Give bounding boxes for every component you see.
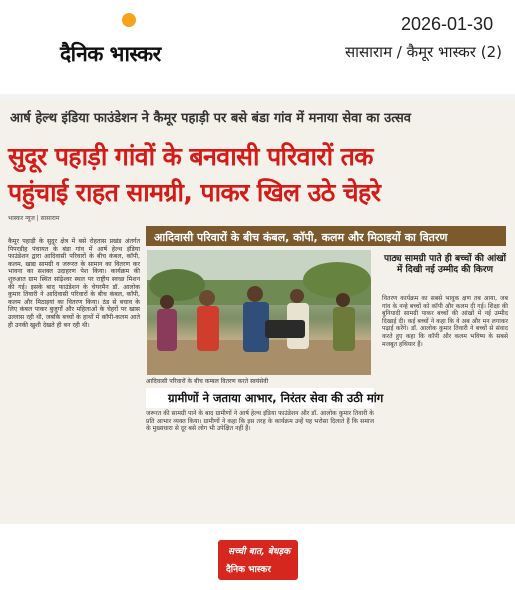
photo-illustration: [147, 250, 371, 375]
sidebar-body: वितरण कार्यक्रम का सबसे भावुक क्षण तब आया, जब गांव के नन्हे बच्चों को कॉपी और कलम दी गई। शिक्षा की बुनियादी सामग्री पाकर बच्चों की आंखों में नई उम्मीद दिखाई दी। कई बच्चों ने कहा कि वे अब और मन लगाकर पढ़ाई करेंगे। डॉ. आलोक कुमार तिवारी ने बच्चों से संवाद करते हुए कहा कि कॉपी और कलम भविष्य के सबसे मजबूत हथियार हैं।: [382, 295, 508, 348]
sidebar-heading: पाठ्य सामग्री पाते ही बच्चों की आंखों में दिखी नई उम्मीद की किरण: [383, 254, 506, 275]
subhead-body: जरूरत की सामग्री पाने के बाद ग्रामीणों ने आर्ष हेल्थ इंडिया फाउंडेशन और डॉ. आलोक कुमार तिवारी के प्रति आभार व्यक्त किया। ग्रामीणों ने कहा कि इस तरह के कार्यक्रम उन्हें यह भरोसा दिलाते हैं कि समाज के मुख्यधारा से दूर बसे लोग भी उपेक्षित नहीं हैं।: [146, 410, 374, 433]
article-byline: भास्कर न्यूज | सासाराम: [8, 215, 60, 222]
article-kicker: आर्ष हेल्थ इंडिया फाउंडेशन ने कैमूर पहाड़ी पर बसे बंडा गांव में मनाया सेवा का उत्सव: [10, 111, 412, 126]
headline-line-2: पहुंचाई राहत सामग्री, पाकर खिल उठे चेहरे: [8, 178, 381, 207]
section-banner-text: आदिवासी परिवारों के बीच कंबल, कॉपी, कलम और मिठाइयों का वितरण: [154, 231, 448, 244]
article-photo: [147, 250, 371, 375]
photo-caption: आदिवासी परिवारों के बीच कम्बल वितरण करते स्वयंसेवी: [146, 378, 269, 385]
headline-line-1: सुदूर पहाड़ी गांवों के बनवासी परिवारों तक: [8, 142, 373, 171]
edition-label: सासाराम / कैमूर भास्कर (2): [345, 43, 502, 61]
article-body: कैमूर पहाड़ी के सुदूर क्षेत्र में बसे रोहतास प्रखंड अंतर्गत पिपरडीह पंचायत के बंडा गांव में आर्ष हेल्थ इंडिया फाउंडेशन द्वारा आदिवासी परिवारों के बीच कंबल, कॉपी, कलम, खाद्य सामग्री व जरूरत के सामान का वितरण कर भावना का सशक्त उदाहरण पेश किया। कार्यक्रम की शुरुआत ग्राम स्थित सांढ़ेश्वर स्थल पर राष्ट्रीय स्वच्छ मिशन की गई। इसके बाद फाउंडेशन के चेयरमैन डॉ. आलोक कुमार तिवारी ने आदिवासी परिवारों के बीच कंबल, कॉपी, कलम और मिठाइयां का वितरण किया। ठंड से बचाव के लिए कंबल पाकर बुजुर्गों और महिलाओं के चेहरों पर खास उल्लास रही थी, जबकि बच्चों के हाथों में कॉपी-कलम आते ही उनकी खुशी देखते ही बन रही थी।: [8, 238, 140, 329]
badge-brand: दैनिक भास्कर: [226, 565, 271, 575]
badge-tagline: सच्ची बात, बेधड़क: [228, 547, 291, 557]
brand-sun-logo: [122, 13, 136, 27]
brand-name: दैनिक भास्कर: [60, 42, 161, 66]
subhead-title: ग्रामीणों ने जताया आभार, निरंतर सेवा की उठी मांग: [168, 391, 384, 405]
issue-date: 2026-01-30: [401, 14, 494, 34]
